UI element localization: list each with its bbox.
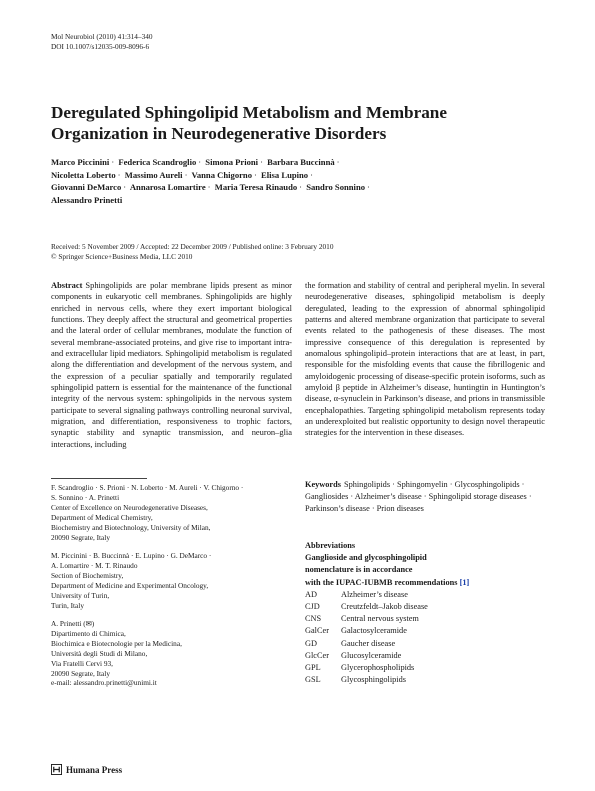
abbreviation-definition: Galactosylceramide (341, 626, 407, 636)
abbreviation-term: GPL (305, 663, 321, 673)
abbreviation-definition: Glycerophospholipids (341, 663, 415, 673)
copyright-notice: © Springer Science+Business Media, LLC 2010 (51, 252, 193, 261)
journal-citation: Mol Neurobiol (2010) 41:314–340 (51, 32, 153, 41)
affiliation-block (51, 483, 292, 542)
abstract-heading: Abstract (51, 280, 83, 290)
author-name: Alessandro Prinetti (51, 194, 123, 205)
affiliation-line: Department of Medicine and Experimental Oncology, (51, 580, 209, 590)
corresponding-author: A. Prinetti (✉) (51, 619, 95, 628)
title-line: Deregulated Sphingolipid Metabolism and Membrane (51, 103, 447, 122)
humana-press-logo-icon (51, 764, 62, 775)
keywords-text: Sphingolipids · Sphingomyelin · Glycosphingolipids · Gangliosides · Alzheimer’s disease · Sphingolipid storage diseases · Parkinson’s disease · Prion diseases (305, 480, 532, 514)
abbreviation-term: GalCer (305, 626, 329, 636)
author-name: Massimo Aureli (124, 169, 183, 180)
publisher-logo (51, 764, 122, 775)
keywords-section (305, 479, 545, 515)
affiliation-line: F. Scandroglio · S. Prioni · N. Loberto · M. Aureli · V. Chigorno · (51, 483, 244, 492)
affiliation-line: Department of Medical Chemistry, (51, 512, 153, 522)
abbreviation-row (305, 625, 545, 637)
abbreviation-row (305, 638, 545, 650)
affiliation-divider (51, 478, 147, 479)
abbreviation-row (305, 613, 545, 625)
right-column (305, 280, 545, 439)
affiliation-line: Via Fratelli Cervi 93, (51, 658, 113, 668)
abstract-left (51, 280, 292, 450)
abstract-text-right: the formation and stability of central and peripheral myelin. In several neurodegenerative diseases, sphingolipid metabolism is deeply deregulated, leading to the expression of abnormal sphingolipid patterns and altered membrane organization that participate to several events related to the pathogenesis of these diseases. The most impressive consequence of this deregulation is represented by anomalous sphingolipid–protein interactions that are at least, in part, responsible for the misfolding events that cause the fibrillogenic and amyloidogenic processing of disease-specific protein isoforms, such as amyloid β peptide in Alzheimer’s disease, huntingtin in Huntington’s disease, α-synuclein in Parkinson’s disease, and prions in transmissible encephalopathies. Targeting sphingolipid metabolism represents today an underexploited but realistic opportunity to design novel therapeutic strategies for the intervention in these diseases. (305, 280, 545, 438)
article-title (51, 102, 551, 144)
author-name: Barbara Buccinnà (267, 157, 335, 167)
abbreviation-row (305, 662, 545, 674)
publisher-name: Humana Press (66, 764, 123, 775)
abbreviation-term: CNS (305, 614, 322, 624)
abbreviations-section (305, 540, 545, 686)
abbreviation-row (305, 589, 545, 601)
affiliation-line: M. Piccinini · B. Buccinnà · E. Lupino · G. DeMarco · (51, 551, 212, 560)
affiliation-line: Biochemistry and Biotechnology, University of Milan, (51, 522, 211, 532)
author-name: Maria Teresa Rinaudo (214, 182, 298, 192)
affiliation-line: University of Turin, (51, 590, 110, 600)
author-name: Federica Scandroglio (118, 157, 197, 167)
abbreviation-term: AD (305, 589, 317, 599)
author-name: Sandro Sonnino (306, 182, 366, 192)
abbreviation-row (305, 674, 545, 686)
abbreviation-term: GlcCer (305, 650, 329, 660)
affiliation-block (51, 551, 292, 610)
author-name: Annarosa Lomartire (129, 182, 206, 192)
abbreviation-definition: Gaucher disease (341, 638, 396, 648)
left-column (51, 280, 292, 450)
abbreviations-note-text: with the IUPAC-IUBMB recommendations (305, 577, 458, 587)
abbreviation-definition: Glucosylceramide (341, 650, 402, 660)
abbreviation-definition: Alzheimer’s disease (341, 589, 408, 599)
author-line: Giovanni DeMarco · Annarosa Lomartire · Maria Teresa Rinaudo · Sandro Sonnino · (51, 182, 370, 192)
affiliation-line: Dipartimento di Chimica, (51, 628, 126, 638)
author-name: Giovanni DeMarco (51, 182, 122, 192)
abbreviations-note-line: nomenclature is in accordance (305, 565, 413, 575)
affiliation-line: Turin, Italy (51, 600, 84, 610)
abbreviation-term: GSL (305, 675, 321, 685)
author-line (51, 194, 551, 207)
abbreviations-note-line (305, 577, 545, 589)
affiliation-block (51, 619, 292, 688)
journal-reference (51, 32, 153, 52)
author-line: Marco Piccinini · Federica Scandroglio · Simona Prioni · Barbara Buccinnà · (51, 157, 340, 167)
author-name: Nicoletta Loberto (51, 169, 116, 180)
keywords-heading: Keywords (305, 480, 341, 489)
abbreviation-definition: Creutzfeldt–Jakob disease (341, 602, 428, 612)
affiliation-line: Center of Excellence on Neurodegenerative Diseases, (51, 502, 208, 512)
author-name: Elisa Lupino (261, 169, 309, 180)
affiliation-line: A. Lomartire · M. T. Rinaudo (51, 560, 138, 570)
abbreviation-definition: Central nervous system (341, 614, 419, 624)
abstract-right (305, 280, 545, 439)
journal-doi: DOI 10.1007/s12035-009-8096-6 (51, 42, 150, 51)
publication-dates (51, 242, 333, 262)
abbreviation-definition: Glycosphingolipids (341, 675, 406, 685)
author-line: Nicoletta Loberto · Massimo Aureli · Vanna Chigorno · Elisa Lupino · (51, 169, 313, 180)
abbreviation-term: CJD (305, 602, 320, 612)
author-name: Marco Piccinini (51, 157, 110, 167)
abbreviations-note-line: Ganglioside and glycosphingolipid (305, 553, 427, 563)
abbreviation-row (305, 601, 545, 613)
abbreviation-row (305, 650, 545, 662)
abbreviation-term: GD (305, 638, 317, 648)
affiliation-line: 20090 Segrate, Italy (51, 532, 110, 542)
abstract-text-left: Sphingolipids are polar membrane lipids present as minor components in eukaryotic cell membranes. Sphingolipids are highly enriched in nervous cells, where they exert important biological functions. They deeply affect the structural and geometrical properties and the lateral order of cellular membranes, modulate the function of several membrane-associated proteins, and give rise to important intra- and extracellular lipid mediators. Sphingolipid metabolism is regulated along the differentiation and development of the nervous system, and the expression of a peculiar spatially and temporarily regulated sphingolipid pattern is essential for the maintenance of the functional integrity of the nervous system: sphingolipids in the nervous system participate to several signaling pathways controlling neuronal survival, migration, and differentiation, responsiveness to trophic factors, synaptic stability and synaptic transmission, and neuron–glia interactions, including (51, 280, 292, 449)
author-name: Simona Prioni (205, 157, 259, 167)
author-name: Vanna Chigorno (191, 169, 253, 180)
abbreviations-heading: Abbreviations (305, 541, 356, 550)
author-list (51, 156, 551, 206)
title-line: Organization in Neurodegenerative Disorders (51, 124, 387, 143)
email-address[interactable]: e-mail: alessandro.prinetti@unimi.it (51, 678, 157, 688)
affiliation-line: 20090 Segrate, Italy (51, 668, 110, 678)
reference-link[interactable]: [1] (459, 577, 470, 587)
affiliation-line: Università degli Studi di Milano, (51, 648, 148, 658)
article-history: Received: 5 November 2009 / Accepted: 22 December 2009 / Published online: 3 February 2010 (51, 242, 334, 251)
affiliation-line: S. Sonnino · A. Prinetti (51, 492, 120, 502)
affiliation-line: Section of Biochemistry, (51, 570, 124, 580)
affiliation-line: Biochimica e Biotecnologie per la Medicina, (51, 638, 182, 648)
